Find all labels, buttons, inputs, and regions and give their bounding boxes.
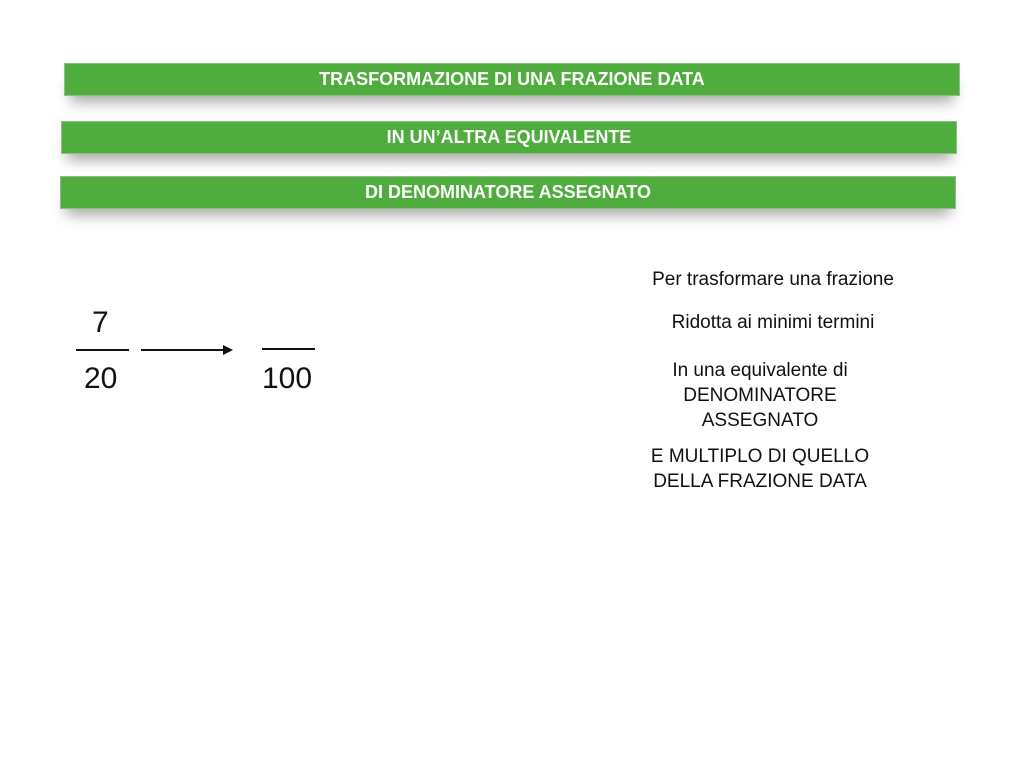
note-block-4	[600, 444, 920, 494]
target-fraction-bar	[262, 348, 315, 350]
title-banner-3-text: DI DENOMINATORE ASSEGNATO	[364, 182, 652, 202]
title-banner-3	[60, 176, 956, 209]
note-line-2: Ridotta ai minimi termini	[671, 312, 875, 333]
title-banner-2	[61, 121, 957, 154]
target-denominator: 100	[262, 362, 313, 395]
title-banner-1	[64, 63, 960, 96]
given-fraction-bar	[76, 349, 129, 351]
note-line-3b: DENOMINATORE	[683, 385, 837, 406]
given-numerator: 7	[92, 306, 109, 339]
note-line-4a: E MULTIPLO DI QUELLO	[650, 446, 870, 467]
note-line-3a: In una equivalente di	[672, 360, 848, 381]
given-denominator: 20	[84, 362, 118, 395]
right-arrow-icon	[141, 342, 233, 358]
title-banner-1-text: TRASFORMAZIONE DI UNA FRAZIONE DATA	[319, 69, 705, 89]
note-block-3	[600, 358, 920, 433]
note-line-4b: DELLA FRAZIONE DATA	[653, 471, 867, 492]
note-line-3c: ASSEGNATO	[701, 410, 819, 431]
title-banner-2-text: IN UN’ALTRA EQUIVALENTE	[386, 127, 632, 147]
note-line-1: Per trasformare una frazione	[652, 269, 894, 290]
